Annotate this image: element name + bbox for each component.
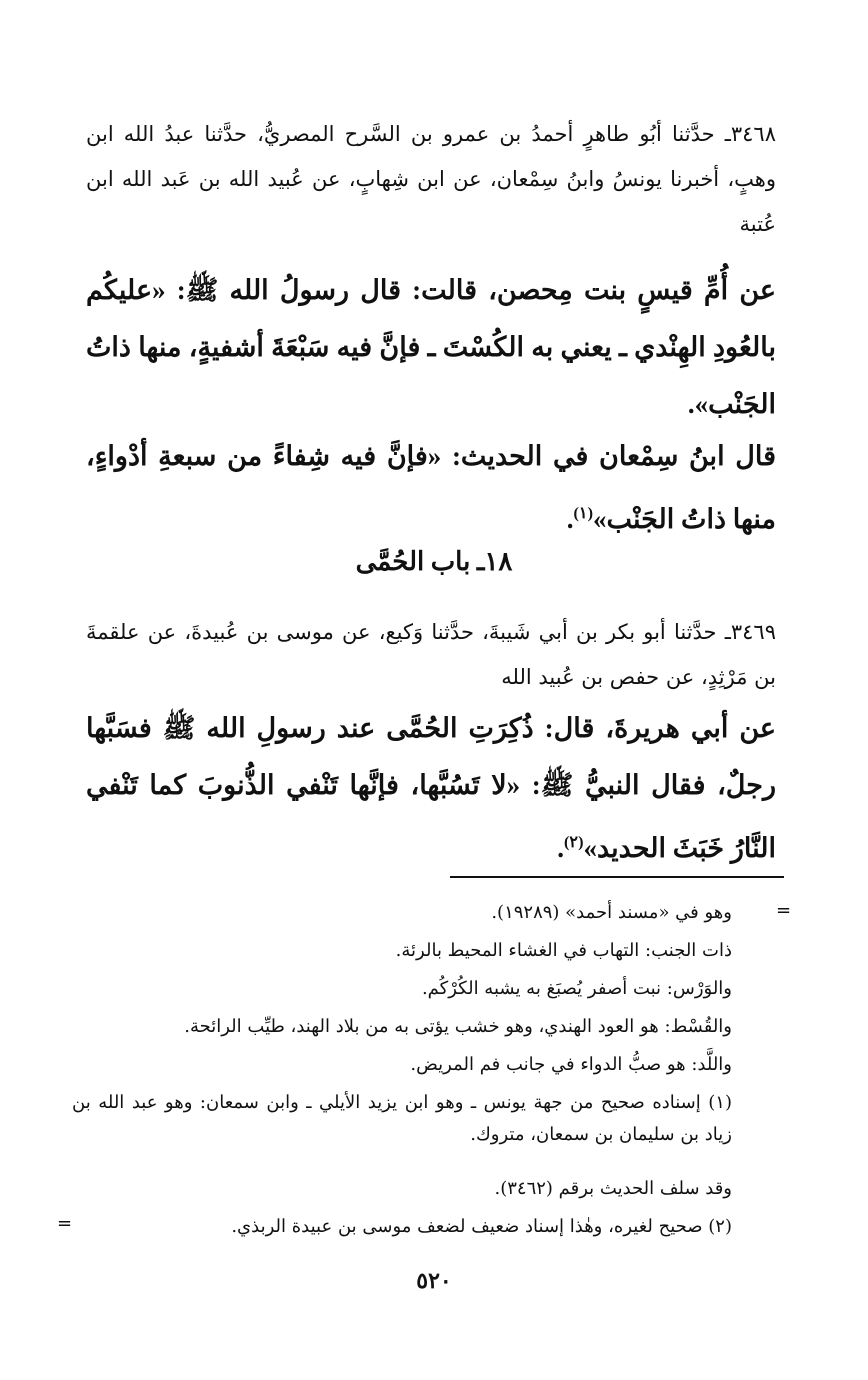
footnote-1: (١) إسناده صحيح من جهة يونس ـ وهو ابن يزيد الأيلي ـ وابن سمعان: وهو عبد الله بن زياد بن سليمان بن سمعان، متروك.: [72, 1092, 732, 1145]
hadith-3468-note: قال ابنُ سِمْعان في الحديث: «فإنَّ فيه شِفاءً من سبعةِ أدْواءٍ، منها ذاتُ الجَنْب»$^{(١)}$.: [86, 441, 776, 534]
page-number: ٥٢٠: [416, 1268, 452, 1294]
chapter-heading: ١٨ـ باب الحُمَّى: [355, 547, 513, 576]
hadith-3468-text: عن أُمِّ قيسٍ بنت مِحصن، قالت: قال رسولُ الله ﷺ: «عليكُم بالعُودِ الهِنْدي ـ يعني به الكُسْتَ ـ فإنَّ فيه سَبْعَةَ أشفيةٍ، منها ذاتُ الجَنْب».: [86, 275, 776, 419]
hadith-3469-text-body: عن أبي هريرةَ، قال: ذُكِرَتِ الحُمَّى عند رسولِ الله ﷺ فسَبَّها رجلٌ، فقال النبيُّ ﷺ: «لا تَسُبَّها، فإنَّها تَنْفي الذُّنوبَ كما تَنْفي النَّارُ خَبَثَ الحديد»: [86, 713, 776, 863]
continuation-marker: =: [776, 900, 792, 921]
footnote-line-4: والقُسْط: هو العود الهندي، وهو خشب يؤتى به من بلاد الهند، طيِّب الرائحة.: [184, 1016, 732, 1037]
footnote-1-extra: وقد سلف الحديث برقم (٣٤٦٢).: [494, 1178, 732, 1199]
hadith-3469-chain: ٣٤٦٩ـ حدَّثنا أبو بكر بن أبي شَيبةَ، حدَّثنا وَكيع، عن موسى بن عُبيدةَ، عن علقمةَ بن مَرْثِدٍ، عن حفص بن عُبيد الله: [86, 620, 776, 689]
footnote-line-1: وهو في «مسند أحمد» (١٩٢٨٩).: [491, 902, 732, 923]
hadith-3468-note-text: قال ابنُ سِمْعان في الحديث: «فإنَّ فيه شِفاءً من سبعةِ أدْواءٍ، منها ذاتُ الجَنْب»: [86, 441, 776, 534]
hadith-3469-text: عن أبي هريرةَ، قال: ذُكِرَتِ الحُمَّى عند رسولِ الله ﷺ فسَبَّها رجلٌ، فقال النبيُّ ﷺ: «لا تَسُبَّها، فإنَّها تَنْفي الذُّنوبَ كما تَنْفي النَّارُ خَبَثَ الحديد»$^{(٢)}$.: [86, 713, 776, 863]
footnote-ref-2: (٢): [564, 833, 584, 851]
footnote-line-5: واللَّد: هو صبُّ الدواء في جانب فم المريض.: [410, 1054, 732, 1075]
footnote-ref-1: (١): [573, 504, 593, 522]
footnote-line-3: والوَرْس: نبت أصفر يُصبَغ به يشبه الكُرْكُم.: [421, 978, 732, 999]
hadith-3468-chain: ٣٤٦٨ـ حدَّثنا أبُو طاهرٍ أحمدُ بن عمرو بن السَّرح المصريُّ، حدَّثنا عبدُ الله ابن وهبٍ، أخبرنا يونسُ وابنُ سِمْعان، عن ابن شِهابٍ، عن عُبيد الله بن عَبد الله ابن عُتبة: [86, 122, 776, 236]
next-page-marker: =: [57, 1213, 73, 1234]
footnote-line-2: ذات الجنب: التهاب في الغشاء المحيط بالرئة.: [395, 940, 732, 961]
footnote-2: (٢) صحيح لغيره، وهٰذا إسناد ضعيف لضعف موسى بن عبيدة الربذي.: [231, 1216, 732, 1237]
footnote-separator: [450, 876, 784, 878]
